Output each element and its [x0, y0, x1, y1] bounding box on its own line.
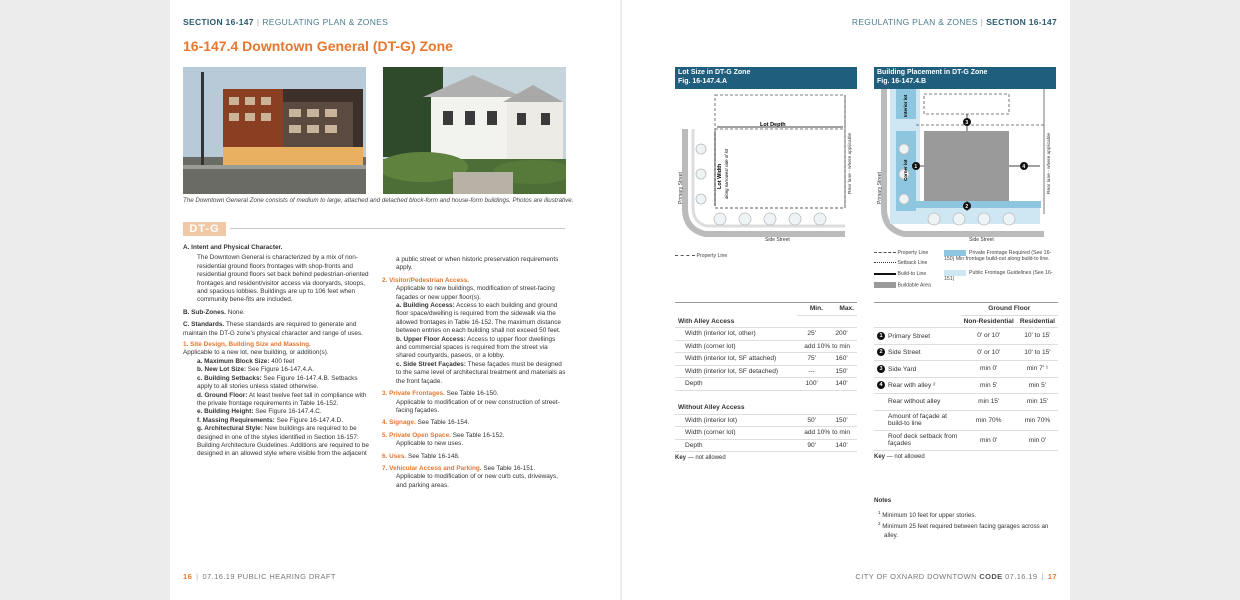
lot-size-table: Min. Max. With Alley Access Width (interior lot, other) 25' 200' Width (corner lot) add 10% to min Width (interior lot, SF attached) 75' 160' Width (interior lot, SF detached) --- 150' Depth 100' 140' Without Alley Access Width (interior lot) 50' 150' Width (corner lot) add 10% to min Depth 90' 140' Key — not allowed	[675, 302, 857, 461]
legend-public-frontage: Public Frontage Guidelines (See 16-151)	[944, 270, 1053, 282]
subsection-3: 3. Private Frontages. See Table 16-150.	[382, 390, 499, 398]
subsection-1-body: Applicable to a new lot, new building, or addition(s).	[183, 349, 329, 357]
col-residential: Residential	[1017, 315, 1058, 328]
section-c-heading: C. Standards. These standards are required to generate and maintain the DT-G zone's physical character and range of uses.	[183, 321, 363, 337]
max-value: 150'	[826, 414, 857, 427]
row-label: 3 Side Yard	[874, 361, 961, 378]
legend-setback-line: Setback Line	[874, 260, 949, 271]
section-a-body: The Downtown General is characterized by a mix of non-residential ground floors frontages with shop-fronts and residential ground floors set back behind pedestrian-oriented frontages and resident/visitor access via dooryards, stoops, and spacious lobbies. Buildings are up to 106 feet when community bene-fits are included.	[197, 254, 369, 304]
col-non-residential: Non-Residential	[961, 315, 1017, 328]
max-value: 150'	[826, 365, 857, 378]
table-row	[675, 414, 857, 427]
divider	[230, 228, 565, 229]
svg-text:Lot Width: Lot Width	[717, 163, 723, 189]
svg-text:Primary Street: Primary Street	[877, 172, 883, 204]
legend-build-to-line: Build-to Line	[874, 271, 949, 282]
left-page-footer: 16 | 07.16.19 PUBLIC HEARING DRAFT	[183, 572, 336, 581]
max-value: 200'	[826, 328, 857, 341]
page-number: 16	[183, 572, 193, 581]
group-ground-floor: Ground Floor	[961, 303, 1058, 316]
row-label: Width (interior lot)	[675, 414, 797, 427]
marker-4	[1020, 162, 1028, 170]
residential-value: 10' to 15'	[1017, 328, 1058, 345]
left-page	[170, 0, 620, 600]
subsection-5-body: Applicable to new uses.	[396, 440, 464, 448]
svg-text:Side Street: Side Street	[765, 237, 790, 243]
svg-text:Primary Street: Primary Street	[678, 172, 684, 204]
row-label: Width (interior lot, other)	[675, 328, 797, 341]
subsection-2-heading: 2. Visitor/Pedestrian Access.	[382, 276, 470, 284]
residential-value: min 15'	[1017, 394, 1058, 411]
legend-property-line: Property Line	[874, 250, 949, 260]
notes: Notes $^1$ Minimum 10 feet for upper stories. $^2$ Minimum 25 feet required between facing garages across an alley.	[874, 497, 1058, 540]
right-page-footer: CITY OF OXNARD DOWNTOWN CODE 07.16.19 | 17	[855, 572, 1057, 581]
table-row	[874, 410, 1058, 430]
marker-3	[963, 118, 971, 126]
table-row	[874, 361, 1058, 378]
building-placement-diagram	[874, 89, 1056, 244]
figure-b-header: Building Placement in DT-G Zone Fig. 16-147.4.B	[874, 67, 1056, 89]
table-row	[675, 353, 857, 366]
table-row	[675, 340, 857, 353]
row-label: Depth	[675, 439, 797, 452]
item-2b: b. Upper Floor Access: Access to upper floor dwellings and commercial spaces is required from the street via shared courtyards, paseos, or a lobby.	[396, 335, 556, 360]
row-label: Depth	[675, 378, 797, 391]
subsection-2-body: Applicable to new buildings, modification of street-facing façades or new upper floor(s).	[396, 285, 555, 301]
setback-marker-icon: 2	[877, 348, 885, 356]
table-row	[874, 328, 1058, 345]
figure-lot-size	[675, 67, 857, 249]
subsection-6: 6. Uses. See Table 16-148.	[382, 452, 460, 460]
right-page	[622, 0, 1070, 600]
item-2a: a. Building Access: Access to each building and ground floor space/dwelling is required from the sidewalk via the allowed frontages in Table 16-152. The maximum distance between entries on each building shall not exceed 50 feet.	[396, 302, 561, 335]
item-b: b. New Lot Size: See Figure 16-147.4.A.	[197, 366, 314, 374]
svg-text:Interior lot: Interior lot	[903, 94, 908, 117]
page-number: 17	[1047, 572, 1057, 581]
min-value: 90'	[797, 439, 826, 452]
svg-text:Lot Depth: Lot Depth	[760, 122, 786, 128]
legend-private-frontage: Private Frontage Required (See 16-150) Min frontage build-out along build-to line.	[944, 250, 1052, 262]
table-row	[874, 377, 1058, 394]
photo-apartment-building	[183, 67, 366, 194]
subsection-4: 4. Signage. See Table 16-154.	[382, 419, 470, 427]
svg-text:Rear lane - where applicable: Rear lane - where applicable	[1047, 132, 1052, 194]
svg-text:4: 4	[1022, 164, 1026, 170]
max-value: 140'	[826, 439, 857, 452]
group-with-alley: With Alley Access	[675, 315, 797, 328]
non-residential-value: min 70%	[961, 410, 1017, 430]
item-e: e. Building Height: See Figure 16-147.4.C.	[197, 408, 322, 416]
table-row	[874, 430, 1058, 450]
photo-caption: The Downtown General Zone consists of medium to large, attached and detached block-form and house-form buildings. Photos are illustrative.	[183, 197, 574, 204]
residential-value: min 70%	[1017, 410, 1058, 430]
min-value: 100'	[797, 378, 826, 391]
row-label: Roof deck setback from façades	[874, 430, 961, 450]
row-label: 4 Rear with alley ²	[874, 377, 961, 394]
residential-value: min 7' ¹	[1017, 361, 1058, 378]
right-page-header: REGULATING PLAN & ZONES | SECTION 16-147	[851, 17, 1057, 27]
min-value: 25'	[797, 328, 826, 341]
table-row	[675, 378, 857, 391]
non-residential-value: min 0'	[961, 430, 1017, 450]
table-row	[675, 439, 857, 452]
marker-1	[912, 162, 920, 170]
subsection-1-heading: 1. Site Design, Building Size and Massing.	[183, 341, 311, 349]
row-label: Width (corner lot)	[675, 340, 797, 353]
svg-text:2: 2	[965, 204, 969, 210]
max-value: 140'	[826, 378, 857, 391]
min-value: 50'	[797, 414, 826, 427]
figure-building-placement	[874, 67, 1056, 249]
non-residential-value: 0' or 10'	[961, 344, 1017, 361]
note-item: $^2$ Minimum 25 feet required between facing garages across an alley.	[878, 521, 1049, 539]
text-column-2	[382, 256, 566, 490]
row-label: Rear without alley	[874, 394, 961, 411]
continued-text: a public street or when historic preservation requirements apply.	[396, 256, 559, 272]
subsection-7-body: Applicable to modification of or new curb cuts, driveways, and parking areas.	[396, 473, 558, 489]
subsection-3-body: Applicable to modification of or new construction of street-facing façades.	[396, 398, 560, 414]
table-row	[675, 365, 857, 378]
setback-marker-icon: 4	[877, 381, 885, 389]
svg-text:Rear lane - where applicable: Rear lane - where applicable	[848, 132, 853, 194]
text-column-1	[183, 242, 371, 459]
residential-value: 10' to 15'	[1017, 344, 1058, 361]
svg-text:Corner lot: Corner lot	[903, 159, 908, 181]
table-row	[874, 394, 1058, 411]
group-without-alley: Without Alley Access	[675, 402, 797, 414]
legend-buildable-area: Buildable Area	[874, 282, 949, 293]
svg-text:along narrowest side of lot: along narrowest side of lot	[724, 148, 729, 199]
figure-a-header: Lot Size in DT-G Zone Fig. 16-147.4.A	[675, 67, 857, 89]
row-label: 2 Side Street	[874, 344, 961, 361]
non-residential-value: min 15'	[961, 394, 1017, 411]
left-page-header: SECTION 16-147 | REGULATING PLAN & ZONES	[183, 17, 389, 27]
zone-badge: DT-G	[183, 222, 226, 236]
lot-size-diagram	[675, 89, 857, 244]
residential-value: min 5'	[1017, 377, 1058, 394]
row-label: Amount of façade at build-to line	[874, 410, 961, 430]
item-g: g. Architectural Style: New buildings are required to be designed in one of the styles identified in Section 16-157: Building Architecture Guidelines. Additions are required to be designed in an allowed style where visible from the adjacent	[197, 425, 369, 458]
min-value: 75'	[797, 353, 826, 366]
legend-a: Property Line	[675, 253, 727, 259]
item-f: f. Massing Requirements: See Figure 16-147.4.D.	[197, 416, 343, 424]
min-value: ---	[797, 365, 826, 378]
item-a: a. Maximum Block Size: 400 feet	[197, 357, 295, 365]
note-item: $^1$ Minimum 10 feet for upper stories.	[878, 509, 977, 519]
item-c: c. Building Setbacks: See Figure 16-147.4.B. Setbacks apply to all stories unless stated otherwise.	[197, 374, 358, 391]
section-subtitle: REGULATING PLAN & ZONES	[851, 17, 978, 27]
non-residential-value: min 5'	[961, 377, 1017, 394]
svg-text:3: 3	[965, 120, 969, 126]
row-label: 1 Primary Street	[874, 328, 961, 345]
section-subtitle: REGULATING PLAN & ZONES	[262, 17, 389, 27]
min-value: add 10% to min	[797, 340, 857, 353]
max-value: 160'	[826, 353, 857, 366]
table-row	[675, 328, 857, 341]
section-label: SECTION 16-147	[986, 17, 1057, 27]
section-b: B. Sub-Zones. None.	[183, 308, 245, 316]
section-a-heading: A. Intent and Physical Character.	[183, 244, 283, 251]
setback-marker-icon: 1	[877, 332, 885, 340]
svg-text:1: 1	[914, 164, 918, 170]
page-title: 16-147.4 Downtown General (DT-G) Zone	[183, 38, 453, 54]
table-row	[675, 427, 857, 440]
table-row	[874, 344, 1058, 361]
item-d: d. Ground Floor: At least twelve feet tall in compliance with the private frontage requirements in Table 16-152.	[197, 391, 367, 407]
setback-marker-icon: 3	[877, 365, 885, 373]
subsection-7: 7. Vehicular Access and Parking. See Table 16-151.	[382, 464, 536, 472]
non-residential-value: min 0'	[961, 361, 1017, 378]
building-placement-table	[874, 302, 1058, 460]
section-label: SECTION 16-147	[183, 17, 254, 27]
table-b-key: Key — not allowed	[874, 453, 925, 460]
min-value: add 10% to min	[797, 427, 857, 440]
item-2c: c. Side Street Façades: These façades must be designed to the same level of architectural treatment and materials as the front façade.	[396, 360, 566, 385]
marker-2	[963, 202, 971, 210]
photo-white-houses	[383, 67, 566, 194]
table-a-key: Key — not allowed	[675, 455, 726, 461]
row-label: Width (interior lot, SF attached)	[675, 353, 797, 366]
subsection-5: 5. Private Open Space. See Table 16-152.	[382, 431, 505, 439]
row-label: Width (interior lot, SF detached)	[675, 365, 797, 378]
residential-value: min 0'	[1017, 430, 1058, 450]
footer-text: 07.16.19 PUBLIC HEARING DRAFT	[202, 572, 336, 581]
row-label: Width (corner lot)	[675, 427, 797, 440]
svg-text:Side Street: Side Street	[969, 237, 994, 243]
non-residential-value: 0' or 10'	[961, 328, 1017, 345]
